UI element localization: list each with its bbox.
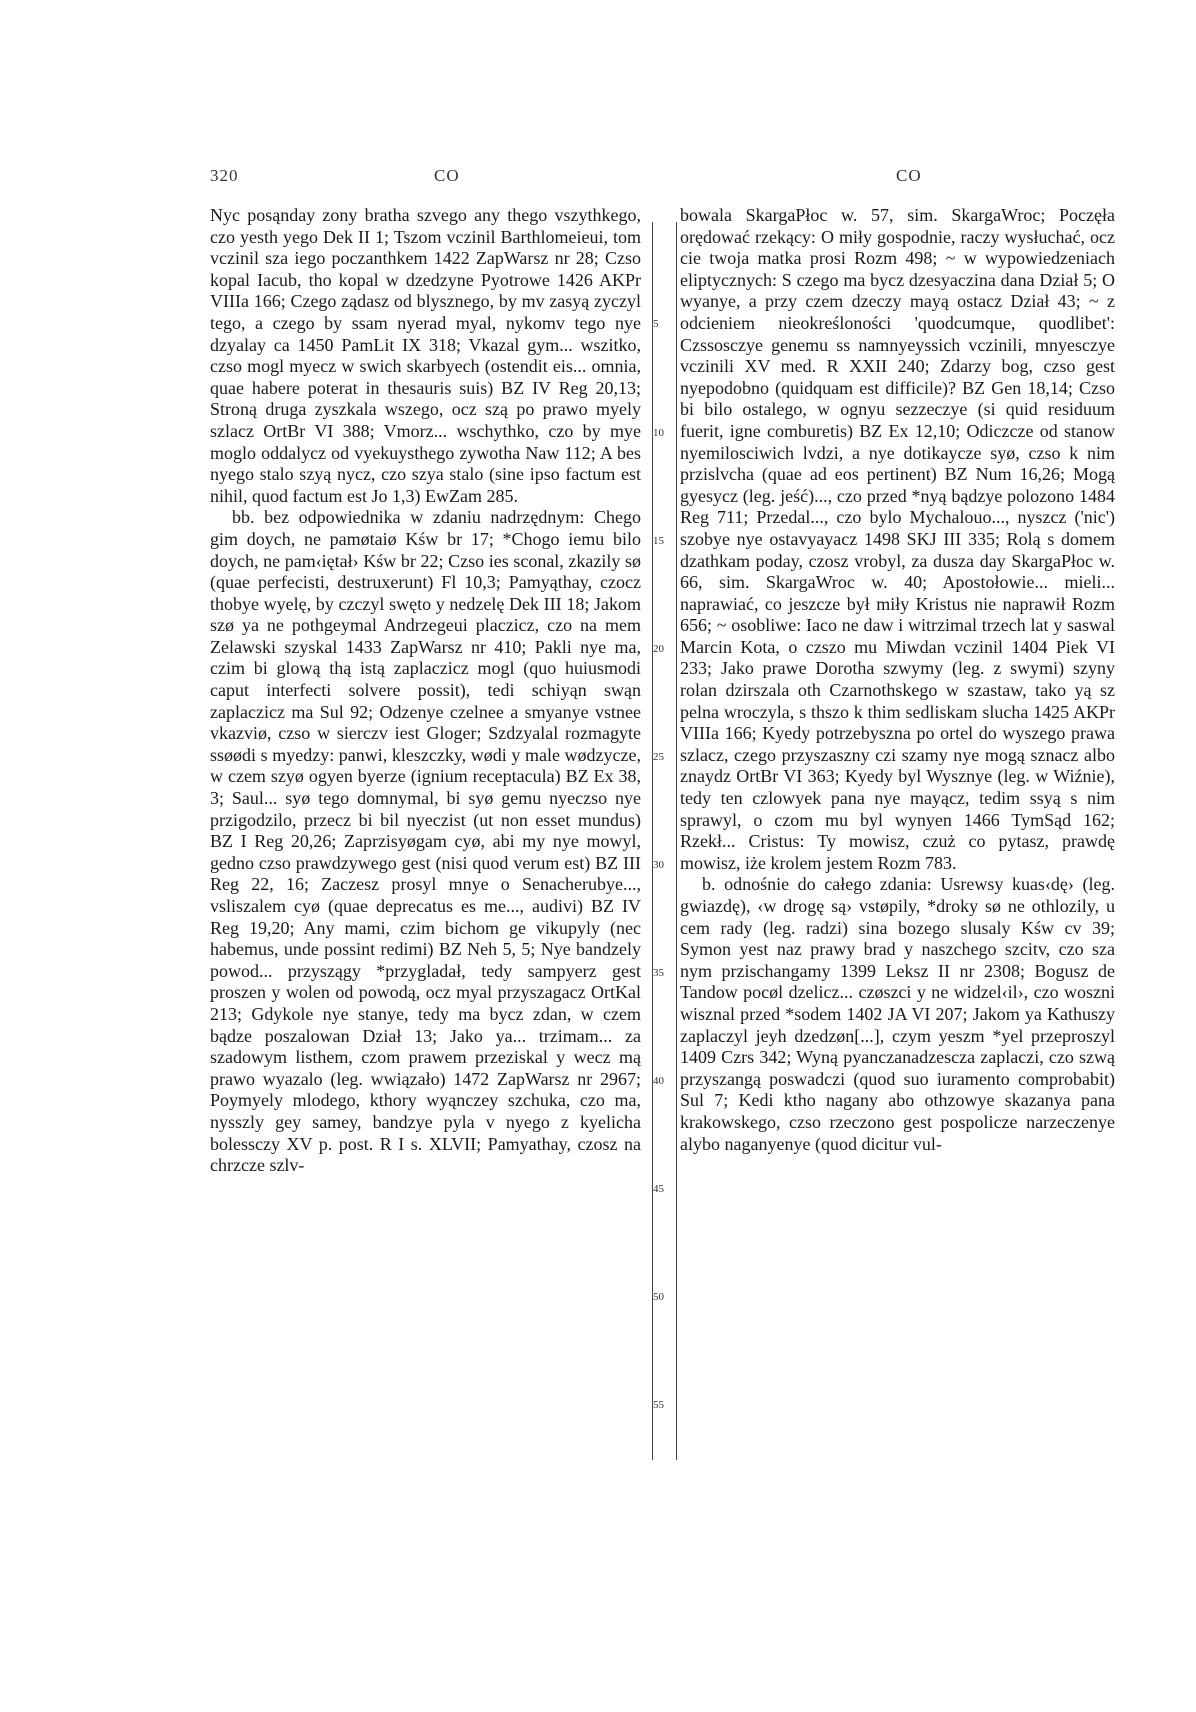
running-head-right: CO xyxy=(896,166,922,185)
column-rule-right xyxy=(676,222,677,1460)
right-paragraph: bowala SkargaPłoc w. 57, sim. SkargaWroc; Poczęła orędować rzekący: O miły gospodnie, raczy wysłuchać, ocz cie twoja matka prosi Rozm 498; ~ w wypowiedzeniach eliptycznych: S czego ma bycz dzesyaczina dana Dział 5; O wyanye, a przy czem dzeczy mayą ostacz Dział 43; ~ z odcieniem nieokreśloności 'quodcumque, quodlibet': Czssosczye genemu ss namnyeyssich vczinili, mnyesczye vczinili XV med. R XXII 240; Zdarzy bog, czso gest nyepodobno (quidquam est difficile)? BZ Gen 18,14; Czso bi bilo ostalego, w ognyu sezzeczye (si quid residuum fuerit, igne comburetis) BZ Ex 12,10; Odiczcze od stanow nyemilosciwich lvdzi, a nye dotikaycze syø, czso k nim przislvcha (quae ad eos pertinent) BZ Num 16,26; Mogą gyesycz (leg. jeść)..., czo przed *nyą bądzye polozono 1484 Reg 711; Przedal..., czo bylo Mychalouo..., nyszcz ('nic') szobye nye ostavyayacz 1498 SKJ III 335; Rolą s domem dzathkam poday, czosz vrobyl, za dusza day SkargaPłoc w. 66, sim. SkargaWroc w. 40; Apostołowie... mieli... naprawiać, co jeszcze był miły Kristus nie naprawił Rozm 656; ~ osobliwe: Iaco ne daw i witrzimal trzech lat y saswal Marcin Kota, o czszo mu Miwdan vczinil 1404 Piek VI 233; Jako prawe Dorotha szwymy (leg. z swymi) szyny rolan dzirszala oth Czarnothskego w szastaw, tako yą sz pelna wroczyla, s thszo k thim sedliskam slucha 1425 AKPr VIIIa 166; Kyedy potrzebyszna po ortel do wyszego prawa szlacz, czego przyszaszny czi szamy nye mogą sznacz albo znaydz OrtBr VI 363; Kyedy byl Wysznye (leg. w Wiźnie), tedy ten czlowyek pana nye mayącz, tedim ssyą s nim sprawyl, o czom mu byl wynyen 1466 TymSąd 162; Rzekł... Cristus: Ty mowisz, czuż co pytasz, prawdę mowisz, iże krolem jestem Rozm 783. xyxy=(680,205,1115,873)
line-number: 30 xyxy=(653,859,664,871)
page-number: 320 xyxy=(210,166,239,185)
line-number: 45 xyxy=(653,1183,664,1195)
column-rule-left xyxy=(652,222,653,1460)
line-number: 55 xyxy=(653,1399,664,1411)
line-number: 50 xyxy=(653,1291,664,1303)
line-number: 20 xyxy=(653,643,664,655)
left-paragraph: bb. bez odpowiednika w zdaniu nadrzędnym: Chego gim doych, ne pamøtaiø Kśw br 17; *Chogo iemu bilo doych, ne pam‹iętał› Kśw br 22; Czso ies sconal, zkazily sø (quae perfecisti, destruxerunt) Fl 10,3; Pamyąthay, czocz thobye wyelę, by czczyl swęto y nedzelę Dek III 18; Jakom szø ya ne pothgeymal Andrzegeui placzicz, czo na mem Zelawski szyskal 1433 ZapWarsz nr 410; Pakli nye ma, czim bi glową thą istą zaplaczicz mogl (quo huiusmodi caput interfecti solvere possit), tedi schiyąn swąn zaplaczicz ma Sul 92; Odzenye czelnee a smyanye vstnee vkazviø, czso w sierczv iest Gloger; Szdzyalal rozmagyte ssøødi s myedzy: panwi, kleszczky, wødi y male wødzycze, w czem szyø ogyen byerze (ignium receptacula) BZ Ex 38, 3; Saul... syø tego domnymal, bi syø gemu nyeczso nye przigodzilo, przecz bi bil nyeczist (ut non esset mundus) BZ I Reg 20,26; Zaprzisyøgam cyø, abi my nye mowyl, gedno czso prawdzywego gest (nisi quod verum est) BZ III Reg 22, 16; Zaczesz prosyl mnye o Senacherubye..., vsliszalem cyø (quae deprecatus es me..., audivi) BZ IV Reg 19,20; Any mami, czim bichom ge vikupyly (nec habemus, unde possint redimi) BZ Neh 5, 5; Nye bandzely powod... przyszągy *przygladał, tedy sampyerz gest proszen y wolen od powodą, ocz myal przyszagacz OrtKal 213; Gdykole nye stanye, tedy ma bycz zdan, w czem bądze poszalowan Dział 13; Jako ya... trzimam... za szadowym listhem, czom prawem przeziskal y wecz mą prawo wyazalo (leg. wwiązało) 1472 ZapWarsz nr 2967; Poymyely mlodego, kthory wyąnczey szchuka, czo ma, nysszly gey samey, bandzye pyla v nyego z kyelicha bolessczy XV p. post. R I s. XLVII; Pamyathay, czosz na chrzcze szlv- xyxy=(210,507,641,1176)
line-number: 35 xyxy=(653,967,664,979)
line-number: 25 xyxy=(653,751,664,763)
running-head-left: CO xyxy=(434,166,460,185)
line-number: 15 xyxy=(653,535,664,547)
line-number: 40 xyxy=(653,1075,664,1087)
right-paragraph: b. odnośnie do całego zdania: Usrewsy kuas‹dę› (leg. gwiazdę), ‹w drogę są› vstøpily, *droky sø ne othlozily, u cem rady (leg. radzi) sina bozego slusaly Kśw cv 39; Symon yest naz prawy brad y naszchego szcitv, czo sza nym przischangamy 1399 Leksz II nr 2308; Bogusz de Tandow pocøl dzelicz... czøszci y ne widzel‹il›, czo woszni wisznal przed *sodem 1402 JA VI 207; Jakom ya Kathuszy zaplaczyl jeyh dzedzøn[...], czym yeszm *yel przeproszyl 1409 Czrs 342; Wyną pyanczanadzescza zaplaczi, czo szwą przyszangą poswadczi (quod suo iuramento comprobabit) Sul 7; Kedi ktho nagany abo othzowye skazanya pana krakowskego, czso rzeczono gest pospolicze narzeczenye alybo naganyenye (quod dicitur vul- xyxy=(680,874,1115,1154)
line-number: 5 xyxy=(653,318,659,330)
line-number: 10 xyxy=(653,427,664,439)
left-paragraph: Nyc posąnday zony bratha szvego any thego vszythkego, czo yesth yego Dek II 1; Tszom vczinil Barthlomeieui, tom vczinil sza iego poczanthkem 1422 ZapWarsz nr 28; Czso kopal Iacub, tho kopal w dzedzyne Pyotrowe 1426 AKPr VIIIa 166; Czego ządasz od blysznego, by mv zasyą zyczyl tego, a czego by ssam nyerad myal, nykomv tego nye dzyalay ca 1450 PamLit IX 318; Vkazal gym... wszitko, czso mogl myecz w swich skarbyech (ostendit eis... omnia, quae habere poterat in thesauris suis) BZ IV Reg 20,13; Stroną druga zyszkala wszego, ocz szą po prawo myely szlacz OrtBr VI 388; Vmorz... wschythko, czo by mye moglo oddalycz od vyekuysthego zywotha Naw 112; A bes nyego stalo szyą nycz, czo szya stalo (sine ipso factum est nihil, quod factum est Jo 1,3) EwZam 285. xyxy=(210,205,641,506)
right-column xyxy=(680,205,1115,1155)
left-column xyxy=(210,205,641,1177)
